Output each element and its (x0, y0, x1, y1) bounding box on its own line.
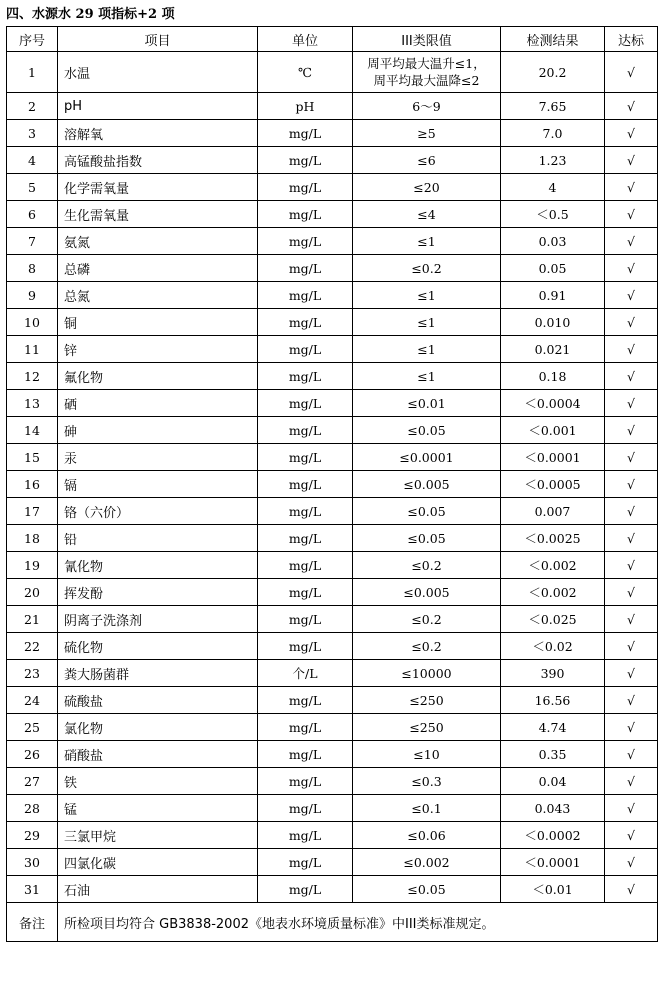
cell-no: 19 (7, 552, 58, 579)
table-row (7, 363, 658, 390)
cell-unit: mg/L (258, 336, 353, 363)
cell-unit: mg/L (258, 795, 353, 822)
table-row (7, 849, 658, 876)
cell-item: 总氮 (58, 282, 258, 309)
cell-pass: √ (605, 93, 658, 120)
cell-limit: ≤1 (353, 363, 501, 390)
cell-limit: ≤10000 (353, 660, 501, 687)
cell-limit: ≤0.2 (353, 552, 501, 579)
cell-item: 汞 (58, 444, 258, 471)
cell-limit: ≤1 (353, 336, 501, 363)
cell-result: ＜0.025 (501, 606, 605, 633)
cell-limit: ≤1 (353, 282, 501, 309)
cell-result: ＜0.0004 (501, 390, 605, 417)
cell-limit-line-2: 周平均最大温降≤2 (373, 73, 480, 88)
cell-result: 7.65 (501, 93, 605, 120)
cell-item: 生化需氧量 (58, 201, 258, 228)
cell-item: 四氯化碳 (58, 849, 258, 876)
cell-unit: mg/L (258, 363, 353, 390)
cell-pass: √ (605, 282, 658, 309)
cell-unit: mg/L (258, 606, 353, 633)
cell-limit: ≤250 (353, 687, 501, 714)
cell-limit: ≤20 (353, 174, 501, 201)
cell-no: 5 (7, 174, 58, 201)
table-row (7, 498, 658, 525)
cell-item: 锌 (58, 336, 258, 363)
cell-unit: pH (258, 93, 353, 120)
table-row (7, 579, 658, 606)
cell-pass: √ (605, 552, 658, 579)
cell-item: 砷 (58, 417, 258, 444)
cell-limit: ≤0.05 (353, 498, 501, 525)
header-limit: III类限值 (353, 27, 501, 52)
cell-unit: mg/L (258, 471, 353, 498)
cell-limit: ≤0.0001 (353, 444, 501, 471)
cell-unit: mg/L (258, 714, 353, 741)
cell-pass: √ (605, 309, 658, 336)
header-no: 序号 (7, 27, 58, 52)
cell-limit (353, 52, 501, 93)
table-row (7, 417, 658, 444)
table-row (7, 93, 658, 120)
table-row (7, 660, 658, 687)
cell-pass: √ (605, 120, 658, 147)
cell-unit: mg/L (258, 309, 353, 336)
cell-item: 铅 (58, 525, 258, 552)
cell-limit: ≤0.05 (353, 417, 501, 444)
cell-pass: √ (605, 147, 658, 174)
table-row (7, 228, 658, 255)
cell-item: 铜 (58, 309, 258, 336)
cell-pass: √ (605, 687, 658, 714)
cell-item: 阴离子洗涤剂 (58, 606, 258, 633)
table-header-row (7, 27, 658, 52)
cell-item: 硫化物 (58, 633, 258, 660)
cell-limit: ≤250 (353, 714, 501, 741)
table-row (7, 741, 658, 768)
cell-limit: ≤0.1 (353, 795, 501, 822)
cell-no: 25 (7, 714, 58, 741)
cell-pass: √ (605, 795, 658, 822)
cell-pass: √ (605, 822, 658, 849)
cell-limit-line-1: 周平均最大温升≤1， (367, 56, 486, 71)
header-pass: 达标 (605, 27, 658, 52)
cell-limit: ≤0.3 (353, 768, 501, 795)
cell-limit: ≤0.005 (353, 471, 501, 498)
cell-result: 4.74 (501, 714, 605, 741)
cell-no: 15 (7, 444, 58, 471)
cell-pass: √ (605, 525, 658, 552)
cell-limit: ≤0.2 (353, 633, 501, 660)
header-result: 检测结果 (501, 27, 605, 52)
cell-no: 9 (7, 282, 58, 309)
cell-pass: √ (605, 768, 658, 795)
cell-pass: √ (605, 579, 658, 606)
cell-item: 铁 (58, 768, 258, 795)
table-row (7, 201, 658, 228)
cell-item: 硝酸盐 (58, 741, 258, 768)
cell-unit: mg/L (258, 552, 353, 579)
table-row (7, 822, 658, 849)
cell-no: 11 (7, 336, 58, 363)
table-row (7, 552, 658, 579)
cell-result: ＜0.0001 (501, 444, 605, 471)
cell-pass: √ (605, 498, 658, 525)
table-row (7, 471, 658, 498)
cell-result: ＜0.002 (501, 579, 605, 606)
cell-pass: √ (605, 174, 658, 201)
cell-no: 18 (7, 525, 58, 552)
cell-result: 0.05 (501, 255, 605, 282)
cell-result: ＜0.0025 (501, 525, 605, 552)
cell-unit: mg/L (258, 633, 353, 660)
cell-limit: ≤0.06 (353, 822, 501, 849)
cell-unit: mg/L (258, 498, 353, 525)
cell-pass: √ (605, 660, 658, 687)
cell-result: ＜0.001 (501, 417, 605, 444)
cell-no: 14 (7, 417, 58, 444)
table-row (7, 255, 658, 282)
cell-no: 26 (7, 741, 58, 768)
cell-unit: mg/L (258, 579, 353, 606)
cell-item: 硒 (58, 390, 258, 417)
cell-unit: mg/L (258, 390, 353, 417)
cell-item: 总磷 (58, 255, 258, 282)
page-title: 四、水源水 29 项指标+2 项 (6, 7, 175, 22)
table-row (7, 525, 658, 552)
cell-item: 溶解氧 (58, 120, 258, 147)
cell-unit: mg/L (258, 768, 353, 795)
table-row (7, 282, 658, 309)
cell-pass: √ (605, 633, 658, 660)
table-row (7, 606, 658, 633)
cell-unit: mg/L (258, 147, 353, 174)
cell-unit: mg/L (258, 228, 353, 255)
cell-no: 16 (7, 471, 58, 498)
cell-no: 28 (7, 795, 58, 822)
cell-limit: ≤4 (353, 201, 501, 228)
cell-limit: ≤1 (353, 228, 501, 255)
cell-result: ＜0.0001 (501, 849, 605, 876)
cell-no: 10 (7, 309, 58, 336)
cell-item: 石油 (58, 876, 258, 903)
cell-no: 7 (7, 228, 58, 255)
cell-result: 0.91 (501, 282, 605, 309)
table-row (7, 52, 658, 93)
cell-unit: mg/L (258, 849, 353, 876)
remark-row (7, 903, 658, 942)
cell-result: ＜0.02 (501, 633, 605, 660)
cell-result: 7.0 (501, 120, 605, 147)
cell-result: 20.2 (501, 52, 605, 93)
cell-limit: ≤0.005 (353, 579, 501, 606)
cell-item: 镉 (58, 471, 258, 498)
table-row (7, 714, 658, 741)
cell-item: 粪大肠菌群 (58, 660, 258, 687)
cell-no: 12 (7, 363, 58, 390)
cell-no: 23 (7, 660, 58, 687)
remark-text: 所检项目均符合 GB3838-2002《地表水环境质量标准》中III类标准规定。 (58, 903, 658, 942)
cell-result: 0.18 (501, 363, 605, 390)
table-row (7, 336, 658, 363)
cell-item: 化学需氧量 (58, 174, 258, 201)
header-unit: 单位 (258, 27, 353, 52)
cell-no: 13 (7, 390, 58, 417)
cell-no: 4 (7, 147, 58, 174)
cell-pass: √ (605, 741, 658, 768)
cell-pass: √ (605, 606, 658, 633)
remark-label: 备注 (7, 903, 58, 942)
cell-item: 锰 (58, 795, 258, 822)
cell-pass: √ (605, 363, 658, 390)
cell-pass: √ (605, 417, 658, 444)
cell-item: 氰化物 (58, 552, 258, 579)
table-row (7, 120, 658, 147)
table-row (7, 795, 658, 822)
cell-item: 水温 (58, 52, 258, 93)
cell-unit: 个/L (258, 660, 353, 687)
cell-result: 390 (501, 660, 605, 687)
cell-unit: mg/L (258, 741, 353, 768)
cell-unit: mg/L (258, 876, 353, 903)
cell-item: 三氯甲烷 (58, 822, 258, 849)
cell-limit: ≥5 (353, 120, 501, 147)
cell-result: 0.35 (501, 741, 605, 768)
table-row (7, 633, 658, 660)
cell-limit: ≤0.002 (353, 849, 501, 876)
cell-unit: ℃ (258, 52, 353, 93)
cell-result: ＜0.0005 (501, 471, 605, 498)
cell-limit: ≤10 (353, 741, 501, 768)
cell-pass: √ (605, 714, 658, 741)
cell-unit: mg/L (258, 282, 353, 309)
cell-unit: mg/L (258, 120, 353, 147)
cell-result: 0.021 (501, 336, 605, 363)
cell-unit: mg/L (258, 822, 353, 849)
table-row (7, 876, 658, 903)
cell-unit: mg/L (258, 444, 353, 471)
cell-no: 3 (7, 120, 58, 147)
cell-no: 6 (7, 201, 58, 228)
cell-pass: √ (605, 201, 658, 228)
cell-item: pH (58, 93, 258, 120)
cell-pass: √ (605, 471, 658, 498)
cell-no: 24 (7, 687, 58, 714)
cell-pass: √ (605, 849, 658, 876)
cell-result: 0.04 (501, 768, 605, 795)
cell-item: 铬（六价） (58, 498, 258, 525)
cell-no: 22 (7, 633, 58, 660)
table-row (7, 174, 658, 201)
header-item: 项目 (58, 27, 258, 52)
cell-unit: mg/L (258, 255, 353, 282)
cell-no: 31 (7, 876, 58, 903)
water-quality-table (6, 26, 658, 942)
cell-result: 1.23 (501, 147, 605, 174)
cell-pass: √ (605, 228, 658, 255)
cell-result: ＜0.5 (501, 201, 605, 228)
cell-limit: ≤0.05 (353, 525, 501, 552)
table-row (7, 768, 658, 795)
cell-unit: mg/L (258, 201, 353, 228)
cell-result: ＜0.002 (501, 552, 605, 579)
table-row (7, 309, 658, 336)
cell-limit: 6～9 (353, 93, 501, 120)
cell-no: 29 (7, 822, 58, 849)
cell-limit: ≤0.01 (353, 390, 501, 417)
cell-limit: ≤1 (353, 309, 501, 336)
cell-unit: mg/L (258, 417, 353, 444)
table-row (7, 390, 658, 417)
cell-result: 4 (501, 174, 605, 201)
cell-item: 硫酸盐 (58, 687, 258, 714)
cell-limit: ≤0.2 (353, 255, 501, 282)
cell-pass: √ (605, 52, 658, 93)
cell-item: 氯化物 (58, 714, 258, 741)
cell-limit: ≤6 (353, 147, 501, 174)
cell-result: 16.56 (501, 687, 605, 714)
cell-limit: ≤0.05 (353, 876, 501, 903)
cell-result: 0.007 (501, 498, 605, 525)
cell-result: ＜0.0002 (501, 822, 605, 849)
cell-no: 27 (7, 768, 58, 795)
cell-result: 0.03 (501, 228, 605, 255)
cell-no: 30 (7, 849, 58, 876)
cell-pass: √ (605, 255, 658, 282)
cell-no: 17 (7, 498, 58, 525)
table-row (7, 687, 658, 714)
cell-limit: ≤0.2 (353, 606, 501, 633)
cell-unit: mg/L (258, 174, 353, 201)
cell-result: 0.043 (501, 795, 605, 822)
cell-pass: √ (605, 390, 658, 417)
cell-no: 21 (7, 606, 58, 633)
cell-no: 8 (7, 255, 58, 282)
cell-pass: √ (605, 876, 658, 903)
cell-unit: mg/L (258, 687, 353, 714)
table-row (7, 147, 658, 174)
cell-result: ＜0.01 (501, 876, 605, 903)
cell-item: 氟化物 (58, 363, 258, 390)
cell-no: 2 (7, 93, 58, 120)
cell-unit: mg/L (258, 525, 353, 552)
cell-item: 高锰酸盐指数 (58, 147, 258, 174)
cell-item: 挥发酚 (58, 579, 258, 606)
table-row (7, 444, 658, 471)
cell-pass: √ (605, 444, 658, 471)
cell-pass: √ (605, 336, 658, 363)
cell-no: 20 (7, 579, 58, 606)
cell-result: 0.010 (501, 309, 605, 336)
cell-item: 氨氮 (58, 228, 258, 255)
cell-no: 1 (7, 52, 58, 93)
